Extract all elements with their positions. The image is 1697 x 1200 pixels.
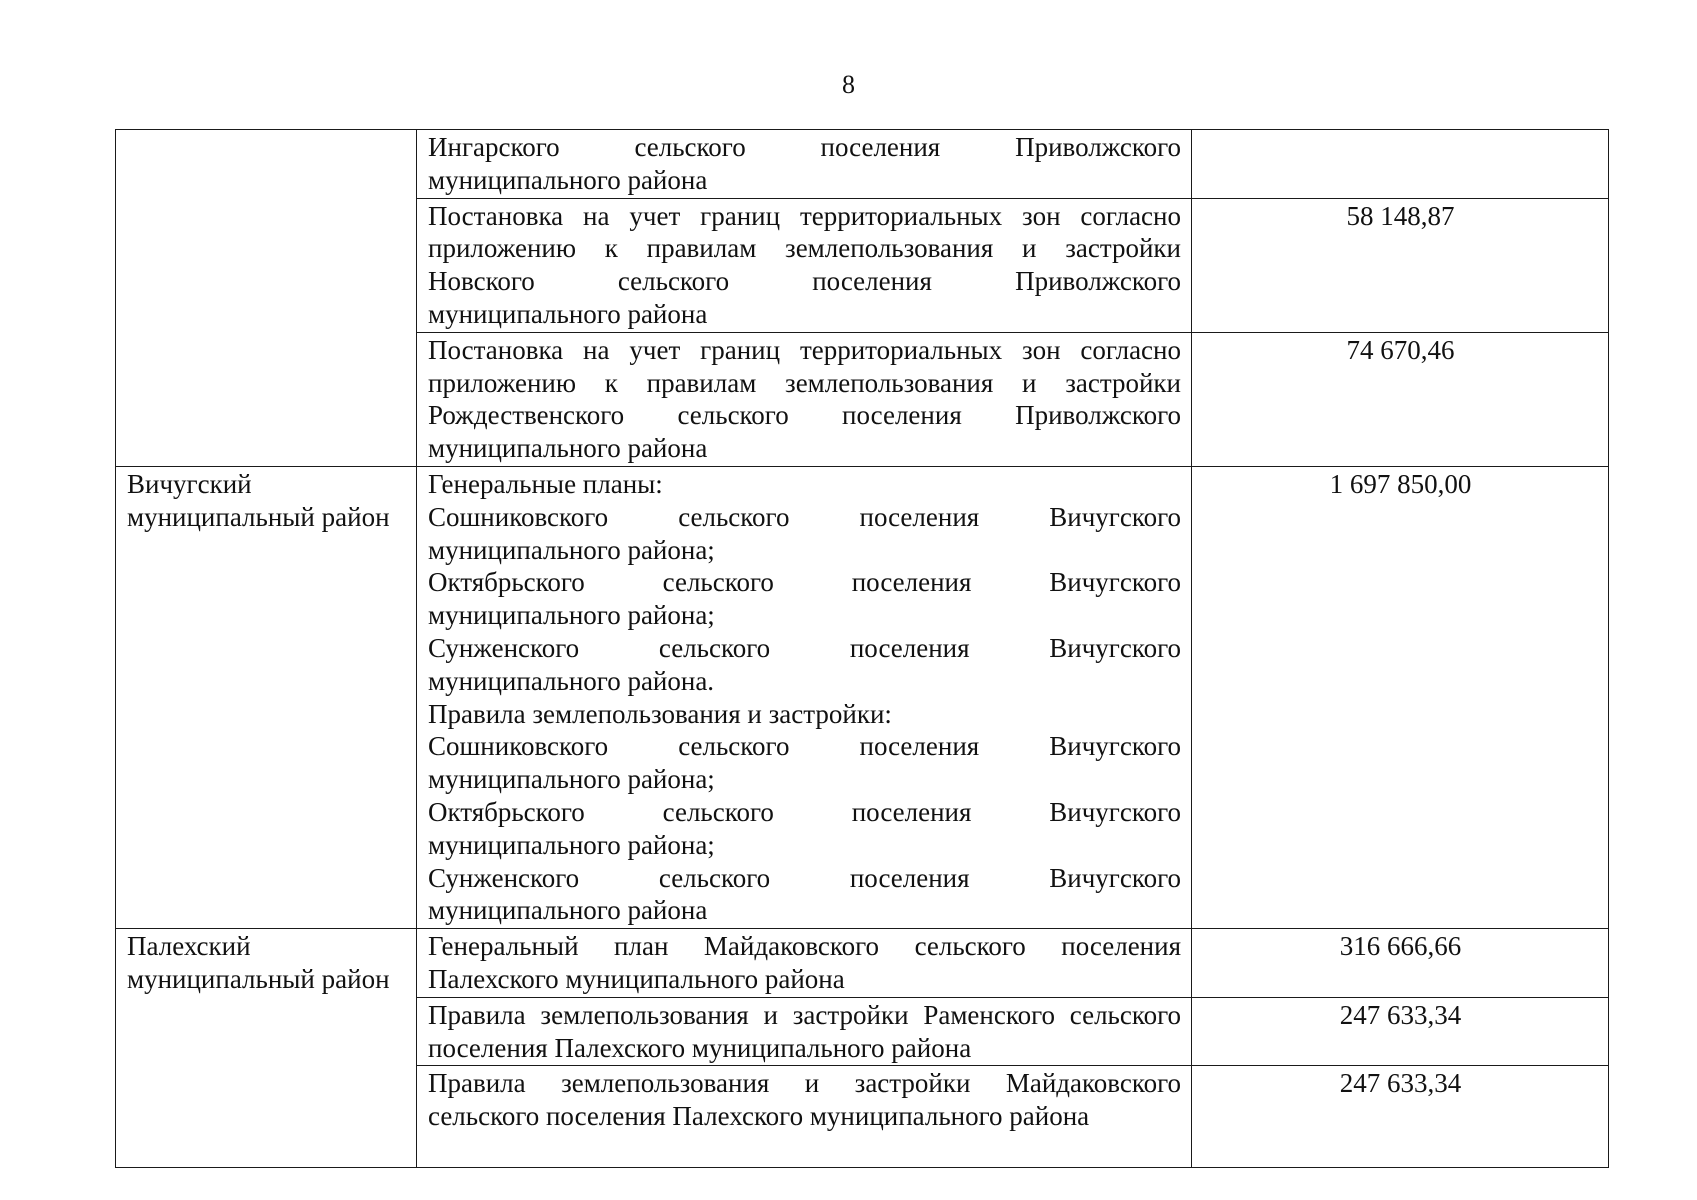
description-line: Сошниковского сельского поселения Вичугского — [428, 501, 1181, 532]
description-line: приложению к правилам землепользования и застройки — [428, 233, 1181, 264]
description-cell — [417, 332, 1192, 466]
description-line: муниципального района — [428, 895, 708, 926]
amount-cell: 316 666,66 — [1192, 929, 1609, 998]
allocation-table — [115, 129, 1609, 1168]
description-line: муниципального района; — [428, 829, 715, 860]
district-name: Вичугский — [127, 468, 252, 499]
table-row — [116, 130, 1609, 199]
description-line: Постановка на учет границ территориальных зон согласно — [428, 200, 1181, 231]
description-line: Генеральный план Майдаковского сельского поселения — [428, 931, 1181, 962]
district-cell — [116, 929, 417, 1168]
amount-cell: 1 697 850,00 — [1192, 466, 1609, 928]
description-line: поселения Палехского муниципального района — [428, 1032, 972, 1063]
description-line: муниципального района — [428, 298, 708, 329]
district-name: муниципальный район — [127, 963, 390, 994]
amount-cell: 247 633,34 — [1192, 997, 1609, 1066]
amount-cell — [1192, 130, 1609, 199]
description-cell — [417, 130, 1192, 199]
amount-cell: 58 148,87 — [1192, 198, 1609, 332]
description-line: Новского сельского поселения Приволжского — [428, 266, 1181, 297]
description-line: Рождественского сельского поселения Приволжского — [428, 400, 1181, 431]
description-line: Палехского муниципального района — [428, 963, 845, 994]
description-line: Октябрьского сельского поселения Вичугского — [428, 796, 1181, 827]
description-line: муниципального района — [428, 164, 708, 195]
description-line: муниципального района — [428, 433, 708, 464]
description-cell — [417, 997, 1192, 1066]
description-line: муниципального района; — [428, 534, 715, 565]
page-number: 8 — [842, 70, 855, 99]
district-cell — [116, 466, 417, 928]
district-name: муниципальный район — [127, 501, 390, 532]
description-line: Ингарского сельского поселения Приволжского — [428, 132, 1181, 162]
description-line: Сошниковского сельского поселения Вичугского — [428, 731, 1181, 762]
table-row — [116, 929, 1609, 998]
description-line: Сунженского сельского поселения Вичугского — [428, 862, 1181, 893]
description-line: муниципального района. — [428, 665, 715, 696]
description-line: Правила землепользования и застройки Майдаковского — [428, 1068, 1181, 1099]
description-line: муниципального района; — [428, 600, 715, 631]
description-line: Сунженского сельского поселения Вичугского — [428, 632, 1181, 663]
amount-cell: 247 633,34 — [1192, 1066, 1609, 1168]
description-line: Постановка на учет границ территориальных зон согласно — [428, 334, 1181, 365]
description-line: Генеральные планы: — [428, 468, 663, 499]
description-line: Правила землепользования и застройки: — [428, 698, 892, 729]
table-row — [116, 466, 1609, 928]
amount-cell: 74 670,46 — [1192, 332, 1609, 466]
description-cell — [417, 929, 1192, 998]
description-line: Октябрьского сельского поселения Вичугского — [428, 567, 1181, 598]
description-cell — [417, 198, 1192, 332]
description-line: сельского поселения Палехского муниципального района — [428, 1101, 1090, 1132]
district-name: Палехский — [127, 931, 251, 962]
description-line: Правила землепользования и застройки Раменского сельского — [428, 999, 1181, 1030]
description-line: муниципального района; — [428, 764, 715, 795]
description-line: приложению к правилам землепользования и застройки — [428, 367, 1181, 398]
district-cell — [116, 130, 417, 467]
cell-spacer — [428, 1133, 1181, 1166]
description-cell — [417, 466, 1192, 928]
description-cell — [417, 1066, 1192, 1168]
